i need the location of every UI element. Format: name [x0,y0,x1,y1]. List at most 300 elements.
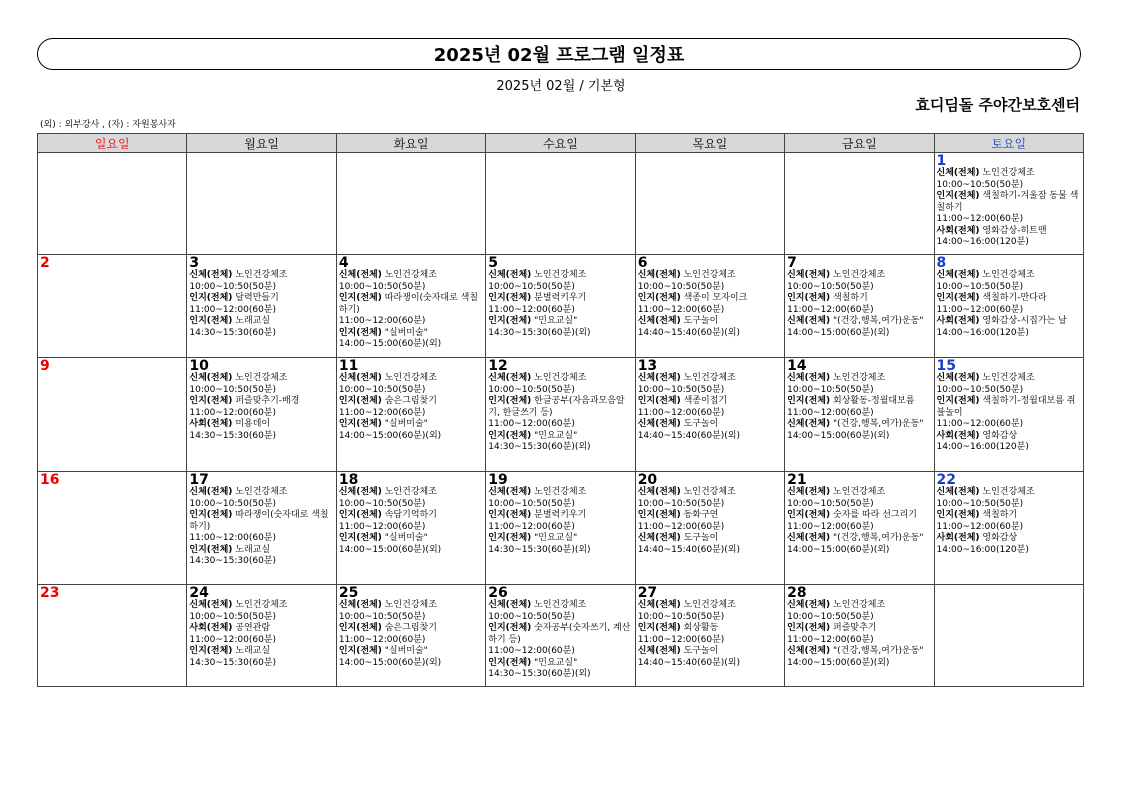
program-category: 신체(전체) [189,600,233,610]
day-cell-thu [635,472,784,585]
program-category: 신체(전체) [338,600,382,610]
program-entry [189,316,333,339]
program-entry [189,396,333,419]
program-category: 인지(전체) [189,293,233,303]
program-name: "실버미술" [384,646,428,656]
program-category: 신체(전체) [936,168,980,178]
program-time: 10:00~10:50(50분) [936,498,1024,509]
program-time: 10:00~10:50(50분) [936,179,1024,190]
program-name: 노인건강체조 [235,270,288,280]
program-entry [189,545,333,568]
day-number: 6 [637,255,648,271]
day-cell-wed [486,472,635,585]
program-category: 사회(전체) [936,316,980,326]
day-cell-thu [635,585,784,687]
program-entry [339,373,483,396]
program-time: 11:00~12:00(60분) [488,521,575,532]
program-entry [339,600,483,623]
program-time: 11:00~12:00(60분) [936,419,1024,429]
program-entry [638,533,782,556]
program-name: "민요교실" [534,316,578,326]
program-time: 11:00~12:00(60분) [488,419,575,429]
program-category: 신체(전체) [637,373,681,383]
program-name: 노인건강체조 [833,600,886,610]
program-time: 11:00~12:00(60분) [936,521,1024,532]
program-name: 노인건강체조 [833,270,886,280]
program-category: 인지(전체) [488,510,532,520]
program-entry [339,487,483,510]
program-name: 색종이접기 [683,396,728,406]
program-category: 인지(전체) [338,533,382,543]
program-entry [488,396,632,431]
day-number: 17 [189,472,209,488]
program-name: 영화감상 [982,430,1018,441]
program-entry [488,316,632,339]
program-category: 인지(전체) [637,510,681,520]
program-category: 신체(전체) [787,419,831,429]
program-time: 10:00~10:50(50분) [189,384,277,395]
program-category: 인지(전체) [488,430,532,441]
weekday-header-fri: 금요일 [785,134,934,153]
day-cell-tue [336,585,485,687]
program-entry [787,646,931,669]
program-entry [787,270,931,293]
weekday-header-sat: 토요일 [934,134,1083,153]
program-entry [488,270,632,293]
day-number: 18 [338,472,359,488]
program-category: 신체(전체) [787,533,831,543]
day-number: 8 [936,255,947,271]
day-cell-thu [635,153,784,255]
day-number: 11 [338,358,359,374]
day-cell-wed [486,358,635,472]
program-category: 인지(전체) [338,419,382,429]
program-category: 인지(전체) [637,293,681,303]
program-category: 인지(전체) [637,396,681,406]
program-time: 10:00~10:50(50분) [338,281,426,292]
program-entry [339,646,483,669]
day-number: 22 [936,472,957,488]
program-name: 색칠하기-겨울잠 동물 색칠하기 [936,191,1079,213]
program-time: 14:00~15:00(60분)(외) [338,339,442,349]
program-name: "(건강,행복,여가)운동" [833,316,924,326]
program-category: 인지(전체) [338,327,382,338]
program-name: 따라쟁이(숫자대로 색칠하기) [189,510,329,532]
schedule-title: 2025년 02월 프로그램 일정표 [37,38,1081,70]
program-category: 신체(전체) [637,419,681,429]
day-cell-tue [336,472,485,585]
day-cell-sun [38,472,187,585]
program-name: 색칠하기 [982,510,1018,520]
program-name: 따라쟁이(숫자대로 색칠하기) [338,293,479,315]
program-time: 11:00~12:00(60분) [936,214,1024,224]
program-entry [787,510,931,533]
program-name: "(건강,행복,여가)운동" [833,533,924,543]
program-category: 인지(전체) [338,396,382,406]
program-name: "민요교실" [534,657,578,668]
program-name: 숫자공부(숫자쓰기, 계산하기 등) [488,623,631,645]
weekday-header-sun: 일요일 [38,134,187,153]
program-name: 노인건강체조 [833,373,886,383]
program-category: 신체(전체) [637,646,681,656]
program-category: 사회(전체) [936,533,980,543]
day-cell-tue [336,255,485,358]
day-number: 4 [338,255,349,271]
program-time: 10:00~10:50(50분) [936,281,1024,292]
program-entry [339,396,483,419]
day-number: 5 [488,255,499,271]
program-category: 신체(전체) [936,487,980,497]
program-entry [339,293,483,328]
program-name: 색칠하기 [833,293,868,303]
program-entry [189,270,333,293]
program-entry [189,373,333,396]
weekday-header-tue: 화요일 [336,134,485,153]
program-time: 11:00~12:00(60분) [189,407,277,418]
program-category: 인지(전체) [787,396,831,406]
program-category: 인지(전체) [787,293,831,303]
day-number: 1 [936,153,947,169]
program-entry [937,316,1081,339]
program-name: 노인건강체조 [384,600,437,610]
program-category: 인지(전체) [488,293,532,303]
program-time: 10:00~10:50(50분) [787,498,874,509]
program-category: 신체(전체) [637,533,681,543]
program-time: 10:00~10:50(50분) [488,498,575,509]
program-time: 14:30~15:30(60분) [189,657,277,668]
program-time: 10:00~10:50(50분) [936,384,1024,395]
program-name: 색칠하기-정월대보름 쥐불놀이 [936,396,1076,418]
program-time: 11:00~12:00(60분) [787,521,874,532]
day-cell-sat [934,255,1083,358]
day-cell-mon [187,153,336,255]
program-category: 인지(전체) [189,316,233,326]
program-name: 노인건강체조 [982,270,1035,280]
program-time: 10:00~10:50(50분) [637,281,725,292]
program-time: 14:40~15:40(60분)(외) [637,430,740,441]
program-category: 인지(전체) [189,510,233,520]
week-row [38,358,1084,472]
program-entry [638,316,782,339]
program-category: 인지(전체) [338,293,382,303]
program-entry [937,191,1081,226]
program-category: 사회(전체) [189,419,233,429]
day-cell-tue [336,153,485,255]
program-name: 영화감상-히트맨 [982,225,1047,236]
program-entry [937,270,1081,293]
day-cell-sat [934,358,1083,472]
program-name: 노인건강체조 [235,373,288,383]
program-category: 인지(전체) [189,646,233,656]
program-name: 속담기억하기 [384,510,437,520]
program-time: 10:00~10:50(50분) [787,281,874,292]
program-time: 11:00~12:00(60분) [637,634,725,645]
program-time: 10:00~10:50(50분) [787,611,874,622]
program-name: "민요교실" [534,430,578,441]
program-entry [787,419,931,442]
program-name: 노인건강체조 [683,373,736,383]
program-name: 숨은그림찾기 [384,396,437,406]
program-name: 노인건강체조 [683,270,736,280]
program-name: 숨은그림찾기 [384,623,437,633]
program-time: 10:00~10:50(50분) [488,281,575,292]
program-category: 신체(전체) [488,373,532,383]
program-category: 신체(전체) [488,270,532,280]
day-cell-sun [38,153,187,255]
day-cell-fri [785,472,934,585]
program-name: 노인건강체조 [534,270,587,280]
program-entry [638,600,782,623]
day-cell-fri [785,358,934,472]
program-time: 14:30~15:30(60분)(외) [488,327,591,338]
program-time: 14:30~15:30(60분) [189,430,277,441]
program-category: 신체(전체) [637,270,681,280]
program-name: 도구놀이 [683,646,719,656]
program-entry [787,623,931,646]
program-name: 퍼즐맞추기 [833,623,877,633]
program-name: 도구놀이 [683,419,719,429]
program-entry [787,373,931,396]
program-time: 14:40~15:40(60분)(외) [637,657,740,668]
program-time: 11:00~12:00(60분) [338,521,426,532]
program-category: 인지(전체) [637,623,681,633]
day-cell-wed [486,255,635,358]
day-number: 27 [637,585,658,601]
program-entry [488,600,632,623]
program-entry [488,533,632,556]
program-name: 회상활동-정월대보름 [833,396,915,406]
program-category: 인지(전체) [936,191,980,201]
program-time: 11:00~12:00(60분) [488,304,575,315]
day-cell-fri [785,153,934,255]
day-cell-sun [38,358,187,472]
program-time: 14:30~15:30(60분)(외) [488,442,591,452]
program-name: 회상활동 [683,623,719,633]
day-number: 25 [338,585,359,601]
day-number: 21 [787,472,807,488]
day-number: 3 [189,255,200,271]
program-category: 신체(전체) [637,600,681,610]
program-category: 인지(전체) [189,396,233,406]
program-category: 인지(전체) [338,510,382,520]
program-entry [937,396,1081,431]
program-entry [787,316,931,339]
day-cell-mon [187,585,336,687]
week-row [38,255,1084,358]
program-category: 인지(전체) [787,623,831,633]
program-category: 인지(전체) [488,533,532,543]
program-category: 인지(전체) [488,396,532,406]
program-category: 신체(전체) [787,487,831,497]
program-name: "민요교실" [534,533,578,543]
program-category: 사회(전체) [936,225,980,236]
program-time: 14:30~15:30(60분)(외) [488,669,591,679]
program-category: 인지(전체) [936,510,980,520]
program-name: 노인건강체조 [534,373,587,383]
program-time: 10:00~10:50(50분) [488,611,575,622]
program-category: 사회(전체) [936,430,980,441]
weekday-header-wed: 수요일 [486,134,635,153]
day-cell-sat [934,472,1083,585]
program-time: 14:00~16:00(120분) [936,544,1029,555]
program-entry [937,510,1081,533]
program-entry [937,373,1081,396]
program-category: 신체(전체) [936,270,980,280]
day-number: 23 [40,585,60,601]
program-category: 인지(전체) [189,544,233,555]
program-name: 노인건강체조 [534,600,587,610]
program-name: 노인건강체조 [982,373,1035,383]
program-entry [937,293,1081,316]
program-name: "(건강,행복,여가)운동" [833,419,924,429]
program-entry [937,487,1081,510]
program-entry [339,533,483,556]
program-entry [189,623,333,646]
program-entry [787,396,931,419]
day-number: 16 [40,472,60,488]
program-time: 10:00~10:50(50분) [189,281,277,292]
program-time: 10:00~10:50(50분) [787,384,874,395]
program-entry [339,623,483,646]
program-time: 10:00~10:50(50분) [637,384,725,395]
program-category: 인지(전체) [488,657,532,668]
week-row [38,153,1084,255]
program-category: 신체(전체) [787,373,831,383]
program-name: 노래교실 [235,316,271,326]
program-entry [638,293,782,316]
program-name: 영화감상 [982,533,1018,543]
program-time: 14:00~16:00(120분) [936,327,1029,338]
day-cell-sat [934,585,1083,687]
program-category: 인지(전체) [488,316,532,326]
program-name: "(건강,행복,여가)운동" [833,646,924,656]
program-name: 노인건강체조 [982,487,1035,497]
weekday-header-row [38,134,1084,153]
program-entry [638,623,782,646]
program-name: 분별력키우기 [534,293,587,303]
program-name: 동화구연 [683,510,719,520]
program-entry [638,396,782,419]
day-number: 13 [637,358,658,374]
program-category: 신체(전체) [787,316,831,326]
day-cell-mon [187,472,336,585]
program-entry [488,373,632,396]
program-category: 신체(전체) [338,270,382,280]
program-name: 공연관람 [235,623,271,633]
program-category: 신체(전체) [787,600,831,610]
program-time: 14:30~15:30(60분) [189,327,277,338]
program-time: 11:00~12:00(60분) [338,634,426,645]
calendar-body [38,153,1084,687]
day-number: 14 [787,358,807,374]
program-entry [937,226,1081,249]
day-cell-mon [187,255,336,358]
week-row [38,585,1084,687]
program-category: 신체(전체) [189,487,233,497]
program-time: 11:00~12:00(60분) [338,316,426,326]
program-time: 10:00~10:50(50분) [338,498,426,509]
program-time: 10:00~10:50(50분) [189,611,277,622]
program-entry [339,510,483,533]
day-cell-sun [38,585,187,687]
program-category: 인지(전체) [936,396,980,406]
program-name: 색칠하기-만다라 [982,293,1047,303]
calendar-table [37,133,1084,687]
program-entry [787,533,931,556]
program-entry [488,431,632,454]
program-name: 달력만들기 [235,293,279,303]
program-entry [638,646,782,669]
program-entry [488,510,632,533]
program-time: 11:00~12:00(60분) [936,304,1024,315]
program-category: 신체(전체) [338,487,382,497]
program-entry [937,168,1081,191]
program-name: 한글공부(자음과모음알기, 한글쓰기 등) [488,396,625,418]
program-name: 노인건강체조 [982,168,1035,178]
program-name: "실버미술" [384,419,428,429]
program-name: 도구놀이 [683,533,719,543]
program-time: 11:00~12:00(60분) [637,521,725,532]
program-time: 14:00~15:00(60분)(외) [787,327,890,338]
program-category: 신체(전체) [189,373,233,383]
day-number: 15 [936,358,957,374]
program-category: 인지(전체) [488,623,532,633]
program-time: 11:00~12:00(60분) [338,407,426,418]
program-category: 신체(전체) [189,270,233,280]
program-entry [638,487,782,510]
program-name: 노인건강체조 [384,487,437,497]
program-entry [937,431,1081,454]
program-entry [787,600,931,623]
program-time: 10:00~10:50(50분) [189,498,277,509]
day-number: 7 [787,255,797,271]
program-name: 노인건강체조 [683,600,736,610]
program-entry [638,270,782,293]
weekday-header-mon: 월요일 [187,134,336,153]
program-category: 인지(전체) [787,510,831,520]
program-name: 퍼즐맞추기-배경 [235,396,300,406]
day-number: 28 [787,585,807,601]
day-number: 10 [189,358,209,374]
program-time: 14:00~15:00(60분)(외) [338,544,442,555]
day-number: 9 [40,358,50,374]
program-time: 14:00~16:00(120분) [936,442,1029,452]
program-category: 신체(전체) [787,646,831,656]
program-category: 신체(전체) [637,316,681,326]
day-cell-thu [635,358,784,472]
program-name: 노인건강체조 [833,487,886,497]
program-name: 노래교실 [235,544,271,555]
program-entry [189,510,333,545]
day-number: 26 [488,585,508,601]
day-cell-thu [635,255,784,358]
program-name: 노인건강체조 [683,487,736,497]
program-time: 14:40~15:40(60분)(외) [637,327,740,338]
week-row [38,472,1084,585]
program-time: 11:00~12:00(60분) [189,533,277,543]
program-name: 분별력키우기 [534,510,587,520]
program-name: 도구놀이 [683,316,719,326]
weekday-header-thu: 목요일 [635,134,784,153]
program-entry [638,419,782,442]
program-category: 신체(전체) [488,487,532,497]
program-category: 신체(전체) [488,600,532,610]
program-time: 11:00~12:00(60분) [637,304,725,315]
program-entry [339,419,483,442]
day-cell-fri [785,255,934,358]
program-entry [339,270,483,293]
program-name: 미용데이 [235,419,271,429]
